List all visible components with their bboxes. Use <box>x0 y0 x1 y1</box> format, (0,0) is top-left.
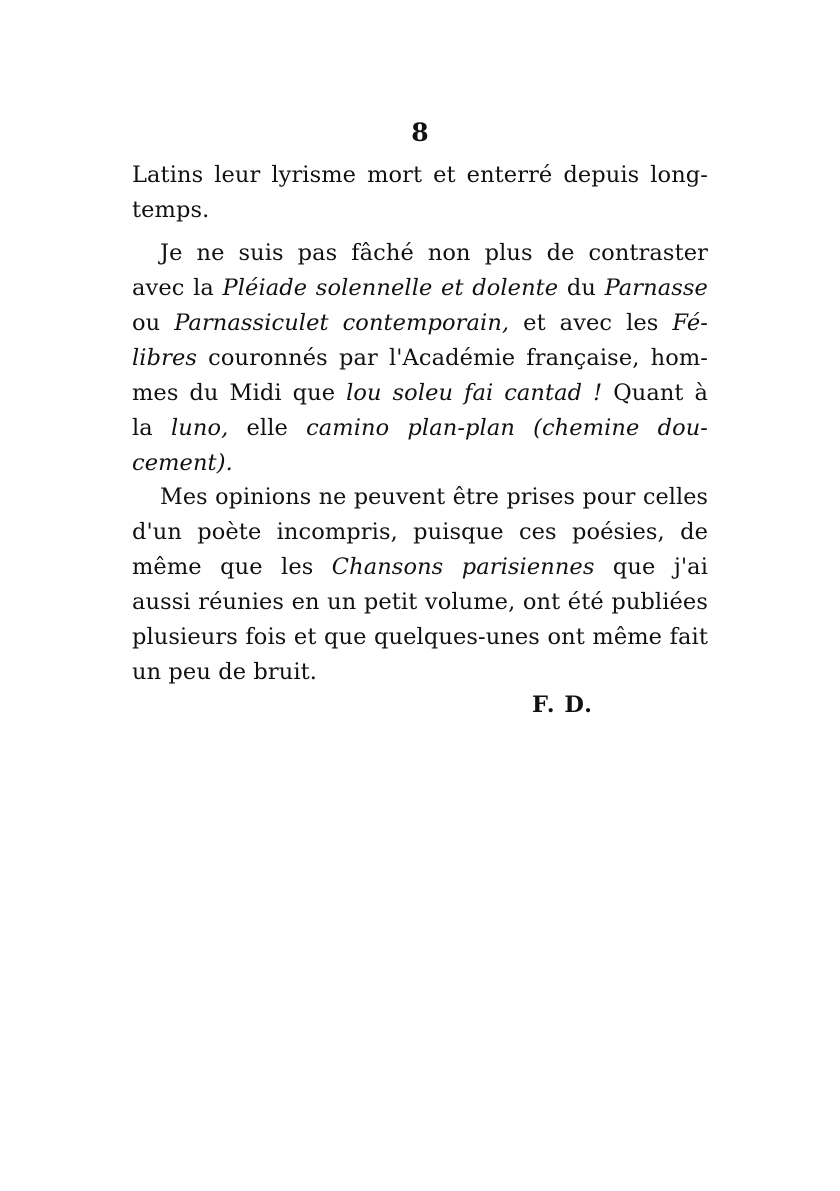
text-run: du <box>558 275 605 301</box>
text-line <box>132 306 708 341</box>
text-line <box>132 446 708 481</box>
signature: F. D. <box>532 692 593 718</box>
text-line <box>132 411 708 446</box>
text-line: Latins leur lyrisme mort et enterré depuis long- <box>132 162 708 188</box>
italic-run: Chansons parisiennes <box>331 554 595 580</box>
text-run: elle <box>228 415 307 441</box>
italic-run: Parnassiculet contemporain, <box>174 310 510 336</box>
italic-run: luno, <box>170 415 229 441</box>
paragraph-2 <box>132 236 708 481</box>
text-line <box>132 550 708 585</box>
text-line: d'un poète incompris, puisque ces poésies, de <box>132 519 708 545</box>
italic-run: camino plan-plan (chemine dou- <box>306 415 709 441</box>
italic-run: lou soleu fai cantad ! <box>346 380 603 406</box>
text-line <box>132 341 708 376</box>
text-run: Quant à <box>602 380 709 406</box>
text-line: plusieurs fois et que quelques-unes ont même fait <box>132 624 708 650</box>
text-run: que j'ai <box>594 554 708 580</box>
text-run: avec la <box>132 275 223 301</box>
text-run: couronnés par l'Académie française, hom- <box>197 345 708 371</box>
paragraph-3 <box>132 480 708 690</box>
italic-run: cement). <box>132 450 233 476</box>
text-line: temps. <box>132 197 210 223</box>
italic-run: Parnasse <box>604 275 708 301</box>
italic-run: Fé- <box>672 310 709 336</box>
italic-run: libres <box>132 345 198 371</box>
text-line: un peu de bruit. <box>132 659 318 685</box>
italic-run: Pléiade solennelle et dolente <box>222 275 559 301</box>
text-run: et avec les <box>509 310 673 336</box>
page-number: 8 <box>411 118 429 147</box>
text-run: même que les <box>132 554 332 580</box>
text-run: ou <box>132 310 175 336</box>
paragraph-1 <box>132 158 708 228</box>
text-run: mes du Midi que <box>132 380 347 406</box>
text-line: aussi réunies en un petit volume, ont été publiées <box>132 589 708 615</box>
text-line: Mes opinions ne peuvent être prises pour celles <box>160 484 708 510</box>
text-line <box>132 271 708 306</box>
text-line <box>132 236 708 271</box>
text-run: la <box>132 415 171 441</box>
text-line <box>132 376 708 411</box>
text-run: Je ne suis pas fâché non plus de contraster <box>160 240 708 266</box>
